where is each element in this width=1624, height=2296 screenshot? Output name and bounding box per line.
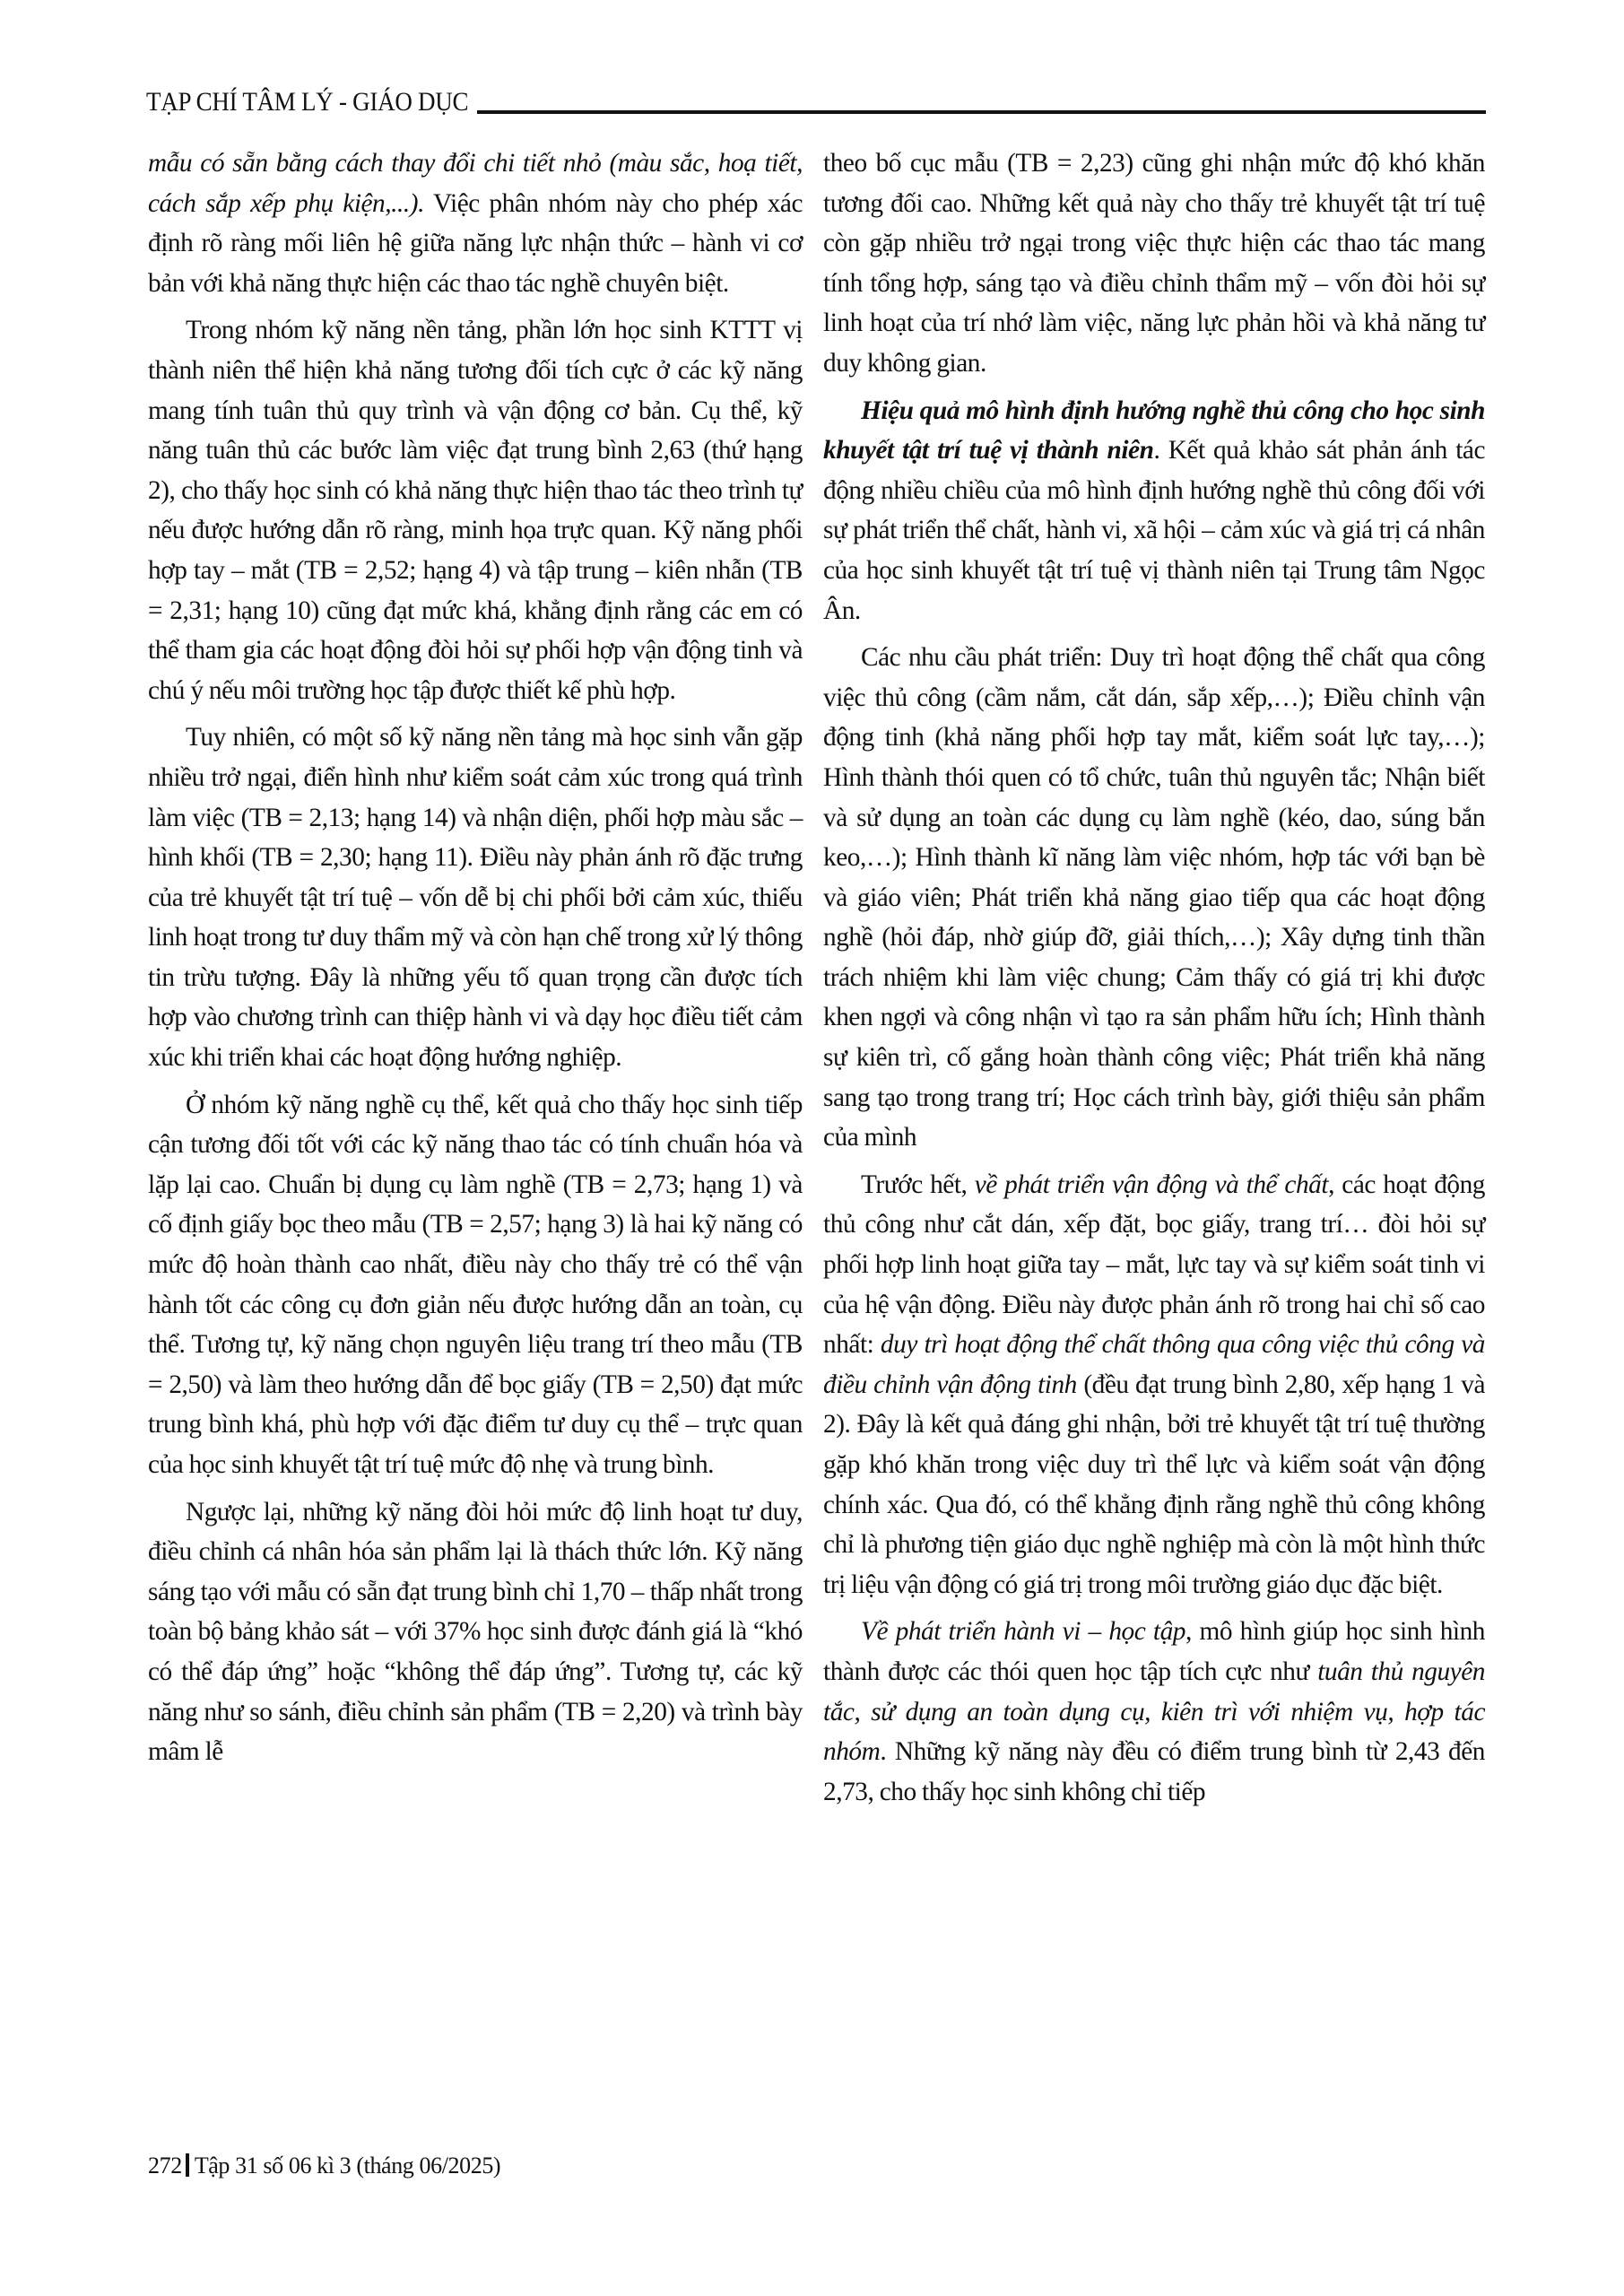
italic-text: duy trì hoạt động thể chất thông qua công việc thủ công và điều chỉnh vận động tinh bbox=[823, 1330, 1485, 1399]
paragraph: Về phát triển hành vi – học tập, mô hình giúp học sinh hình thành được các thói quen học tập tích cực như tuân thủ nguyên tắc, sử dụng an toàn dụng cụ, kiên trì với nhiệm vụ, hợp tác nhóm. Những kỹ năng này đều có điểm trung bình từ 2,43 đến 2,73, cho thấy học sinh không chỉ tiếp bbox=[823, 1617, 1485, 1806]
footer-separator bbox=[186, 2153, 189, 2177]
paragraph: Hiệu quả mô hình định hướng nghề thủ công cho học sinh khuyết tật trí tuệ vị thành niên. Kết quả khảo sát phản ánh tác động nhiều chiều của mô hình định hướng nghề thủ công đối với sự phát triển thể chất, hành vi, xã hội – cảm xúc và giá trị cá nhân của học sinh khuyết tật trí tuệ vị thành niên tại Trung tâm Ngọc Ân. bbox=[823, 396, 1486, 625]
page-footer bbox=[148, 2151, 500, 2181]
paragraph: theo bố cục mẫu (TB = 2,23) cũng ghi nhận mức độ khó khăn tương đối cao. Những kết quả này cho thấy trẻ khuyết tật trí tuệ còn gặp nhiều trở ngại trong việc thực hiện các thao tác mang tính tổng hợp, sáng tạo và điều chỉnh thẩm mỹ – vốn đòi hỏi sự linh hoạt của trí nhớ làm việc, năng lực phản hồi và khả năng tư duy không gian. bbox=[823, 149, 1485, 378]
paragraph: Các nhu cầu phát triển: Duy trì hoạt động thể chất qua công việc thủ công (cầm nắm, cắt dán, sắp xếp,…); Điều chỉnh vận động tinh (khả năng phối hợp tay mắt, kiểm soát lực tay,…); Hình thành thói quen có tổ chức, tuân thủ nguyên tắc; Nhận biết và sử dụng an toàn các dụng cụ làm nghề (kéo, dao, súng bắn keo,…); Hình thành kĩ năng làm việc nhóm, hợp tác với bạn bè và giáo viên; Phát triển khả năng giao tiếp qua các hoạt động nghề (hỏi đáp, nhờ giúp đỡ, giải thích,…); Xây dựng tinh thần trách nhiệm khi làm việc chung; Cảm thấy có giá trị khi được khen ngợi và công nhận vì tạo ra sản phẩm hữu ích; Hình thành sự kiên trì, cố gắng hoàn thành công việc; Phát triển khả năng sang tạo trong trang trí; Học cách trình bày, giới thiệu sản phẩm của mình bbox=[823, 643, 1485, 1152]
right-column bbox=[823, 144, 1485, 1819]
italic-text: mẫu có sẵn bằng cách thay đổi chi tiết nhỏ (màu sắc, hoạ tiết, cách sắp xếp phụ kiện,...). bbox=[148, 149, 803, 218]
page-number: 272 bbox=[148, 2152, 182, 2179]
left-column bbox=[148, 144, 803, 1779]
section-heading: Hiệu quả mô hình định hướng nghề thủ công cho học sinh khuyết tật trí tuệ vị thành niên bbox=[823, 396, 1485, 465]
italic-text: Về phát triển hành vi – học tập bbox=[861, 1617, 1185, 1647]
paragraph: Ở nhóm kỹ năng nghề cụ thể, kết quả cho thấy học sinh tiếp cận tương đối tốt với các kỹ năng thao tác có tính chuẩn hóa và lặp lại cao. Chuẩn bị dụng cụ làm nghề (TB = 2,73; hạng 1) và cố định giấy bọc theo mẫu (TB = 2,57; hạng 3) là hai kỹ năng có mức độ hoàn thành cao nhất, điều này cho thấy trẻ có thể vận hành tốt các công cụ đơn giản nếu được hướng dẫn an toàn, cụ thể. Tương tự, kỹ năng chọn nguyên liệu trang trí theo mẫu (TB = 2,50) và làm theo hướng dẫn để bọc giấy (TB = 2,50) đạt mức trung bình khá, phù hợp với đặc điểm tư duy cụ thể – trực quan của học sinh khuyết tật trí tuệ mức độ nhẹ và trung bình. bbox=[148, 1090, 803, 1479]
header-rule bbox=[477, 110, 1486, 114]
paragraph: Tuy nhiên, có một số kỹ năng nền tảng mà học sinh vẫn gặp nhiều trở ngại, điển hình như kiểm soát cảm xúc trong quá trình làm việc (TB = 2,13; hạng 14) và nhận diện, phối hợp màu sắc – hình khối (TB = 2,30; hạng 11). Điều này phản ánh rõ đặc trưng của trẻ khuyết tật trí tuệ – vốn dễ bị chi phối bởi cảm xúc, thiếu linh hoạt trong tư duy thẩm mỹ và còn hạn chế trong xử lý thông tin trừu tượng. Đây là những yếu tố quan trọng cần được tích hợp vào chương trình can thiệp hành vi và dạy học điều tiết cảm xúc khi triển khai các hoạt động hướng nghiệp. bbox=[148, 723, 803, 1073]
paragraph: Trong nhóm kỹ năng nền tảng, phần lớn học sinh KTTT vị thành niên thể hiện khả năng tương đối tích cực ở các kỹ năng mang tính tuân thủ quy trình và vận động cơ bản. Cụ thể, kỹ năng tuân thủ các bước làm việc đạt trung bình 2,63 (thứ hạng 2), cho thấy học sinh có khả năng thực hiện thao tác theo trình tự nếu được hướng dẫn rõ ràng, minh họa trực quan. Kỹ năng phối hợp tay – mắt (TB = 2,52; hạng 4) và tập trung – kiên nhẫn (TB = 2,31; hạng 10) cũng đạt mức khá, khẳng định rằng các em có thể tham gia các hoạt động đòi hỏi sự phối hợp vận động tinh và chú ý nếu môi trường học tập được thiết kế phù hợp. bbox=[148, 316, 803, 705]
running-header bbox=[146, 83, 1486, 118]
journal-title: TẠP CHÍ TÂM LÝ - GIÁO DỤC bbox=[146, 87, 469, 117]
issue-info: Tập 31 số 06 kì 3 (tháng 06/2025) bbox=[194, 2152, 501, 2179]
paragraph: Ngược lại, những kỹ năng đòi hỏi mức độ linh hoạt tư duy, điều chỉnh cá nhân hóa sản phẩm lại là thách thức lớn. Kỹ năng sáng tạo với mẫu có sẵn đạt trung bình chỉ 1,70 – thấp nhất trong toàn bộ bảng khảo sát – với 37% học sinh được đánh giá là “khó có thể đáp ứng” hoặc “không thể đáp ứng”. Tương tự, các kỹ năng như so sánh, điều chỉnh sản phẩm (TB = 2,20) và trình bày mâm lễ bbox=[148, 1497, 803, 1767]
italic-text: tuân thủ nguyên tắc, sử dụng an toàn dụng cụ, kiên trì với nhiệm vụ, hợp tác nhóm bbox=[823, 1657, 1485, 1767]
paragraph: Trước hết, về phát triển vận động và thể chất, các hoạt động thủ công như cắt dán, xếp đặt, bọc giấy, trang trí… đòi hỏi sự phối hợp linh hoạt giữa tay – mắt, lực tay và sự kiểm soát tinh vi của hệ vận động. Điều này được phản ánh rõ trong hai chỉ số cao nhất: duy trì hoạt động thể chất thông qua công việc thủ công và điều chỉnh vận động tinh (đều đạt trung bình 2,80, xếp hạng 1 và 2). Đây là kết quả đáng ghi nhận, bởi trẻ khuyết tật trí tuệ thường gặp khó khăn trong việc duy trì thể lực và kiểm soát vận động chính xác. Qua đó, có thể khẳng định rằng nghề thủ công không chỉ là phương tiện giáo dục nghề nghiệp mà còn là một hình thức trị liệu vận động có giá trị trong môi trường giáo dục đặc biệt. bbox=[823, 1170, 1486, 1599]
paragraph: mẫu có sẵn bằng cách thay đổi chi tiết nhỏ (màu sắc, hoạ tiết, cách sắp xếp phụ kiện,...). Việc phân nhóm này cho phép xác định rõ ràng mối liên hệ giữa năng lực nhận thức – hành vi cơ bản với khả năng thực hiện các thao tác nghề chuyên biệt. bbox=[148, 149, 803, 298]
italic-text: về phát triển vận động và thể chất bbox=[974, 1170, 1329, 1199]
